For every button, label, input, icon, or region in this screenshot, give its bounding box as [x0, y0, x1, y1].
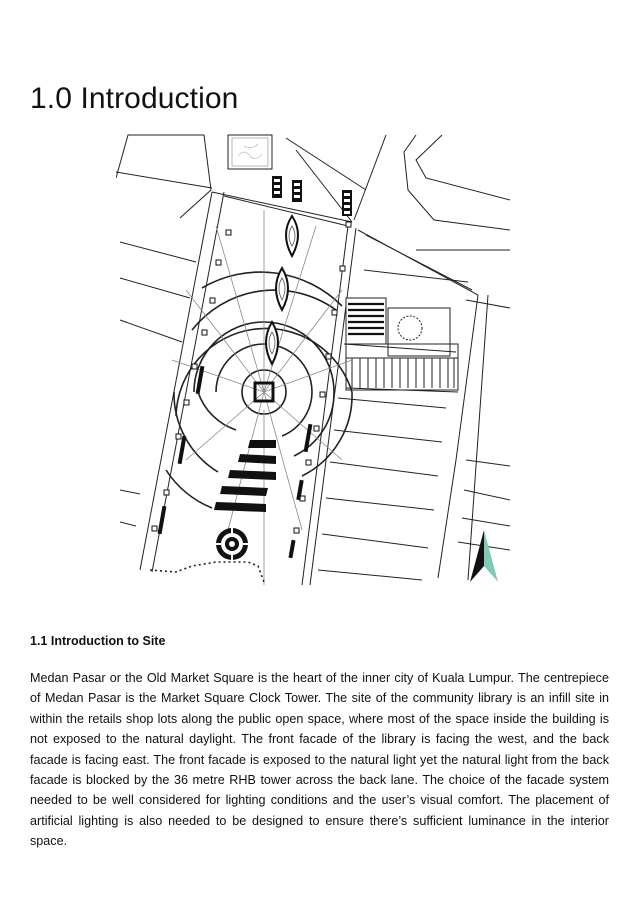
body-paragraph: Medan Pasar or the Old Market Square is the heart of the inner city of Kuala Lumpur. The centrepiece of Medan Pasar is the Market Square Clock Tower. The site of the community library is an infill site in within the retails shop lots along the public open space, where most of the space inside the building is not exposed to the natural daylight. The front facade of the library is facing the west, and the back facade is facing east. The front facade is exposed to the natural light yet the natural light from the back facade is blocked by the 36 metre RHB tower across the back lane. The choice of the facade system needed to be well considered for lighting conditions and the user’s visual comfort. The placement of artificial lighting is also needed to be designed to ensure there’s sufficient luminance in the interior space. [30, 671, 609, 849]
street-furniture [152, 222, 351, 533]
section-subheading: 1.1 Introduction to Site [30, 634, 166, 648]
page-title: 1.0 Introduction [30, 82, 239, 115]
north-arrow [470, 530, 498, 582]
building-block [228, 135, 272, 169]
roundel [216, 528, 248, 560]
site-boundary [150, 562, 264, 582]
site-plan-drawing [116, 130, 510, 590]
building-outline [116, 135, 211, 218]
sign-blocks [272, 176, 352, 216]
steps [214, 440, 276, 512]
